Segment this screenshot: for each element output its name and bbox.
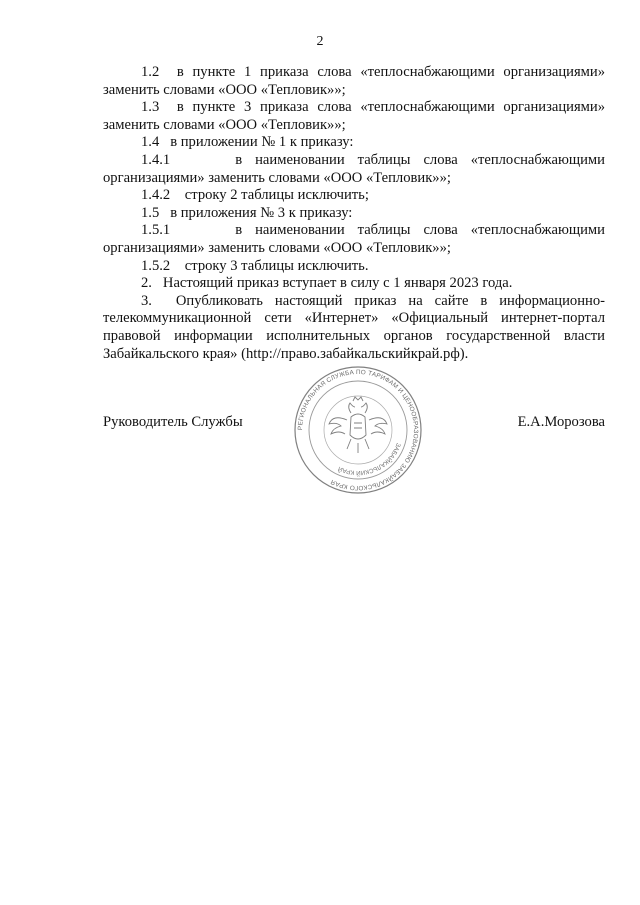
seal-inner-text: ЗАБАЙКАЛЬСКИЙ КРАЙ [337,441,402,477]
paragraph-1-3 [103,99,605,134]
item-number: 3. [141,292,152,309]
item-number: 1.4.2 [141,187,171,204]
item-text: в наименовании таблицы слова «теплоснабжающими организациями» заменить словами «ООО «Тепловик»»; [103,151,605,186]
paragraph-1-5-2 [103,258,605,276]
paragraph-1-4-2 [103,187,605,205]
signatory-name: Е.А.Морозова [517,414,605,430]
paragraph-3 [103,293,605,363]
document-body [103,64,605,363]
signatory-position: Руководитель Службы [103,414,243,430]
signature-block [103,414,605,434]
page-number: 2 [316,34,324,49]
paragraph-1-5 [103,205,605,223]
item-text: в пункте 1 приказа слова «теплоснабжающими организациями» заменить словами «ООО «Тепловик»»; [103,64,606,98]
item-number: 1.3 [141,99,160,116]
seal-outer-text: РЕГИОНАЛЬНАЯ СЛУЖБА ПО ТАРИФАМ И ЦЕНООБРАЗОВАНИЮ ЗАБАЙКАЛЬСКОГО КРАЯ [296,368,420,492]
item-text: в наименовании таблицы слова «теплоснабжающими организациями» заменить словами «ООО «Тепловик»»; [103,222,605,256]
item-text: строку 3 таблицы исключить. [184,257,369,274]
svg-text:ЗАБАЙКАЛЬСКИЙ КРАЙ [337,442,402,477]
item-number: 1.4.1 [141,151,171,168]
item-number: 2. [141,275,152,292]
paragraph-1-4 [103,134,605,152]
item-number: 1.5.1 [141,222,171,239]
item-number: 1.2 [141,64,160,80]
item-text: в пункте 3 приказа слова «теплоснабжающими организациями» заменить словами «ООО «Тепловик»»; [103,99,606,133]
item-text: в приложения № 3 к приказу: [170,204,353,221]
item-text: Настоящий приказ вступает в силу с 1 января 2023 года. [162,275,513,292]
paragraph-1-5-1 [103,222,605,257]
item-text: Опубликовать настоящий приказ на сайте в информационно-телекоммуникационной сети «Интернет» «Официальный интернет-портал правовой информации исполнительных органов государственной власти Забайкальского края» (http://право.забайкальскийкрай.рф). [103,292,605,362]
paragraph-2 [103,275,605,293]
paragraph-1-4-1 [103,152,605,187]
item-number: 1.5.2 [141,257,171,274]
paragraph-1-2 [103,64,605,99]
item-text: строку 2 таблицы исключить; [184,187,369,204]
item-number: 1.4 [141,134,160,151]
item-text: в приложении № 1 к приказу: [170,134,354,151]
item-number: 1.5 [141,204,160,221]
